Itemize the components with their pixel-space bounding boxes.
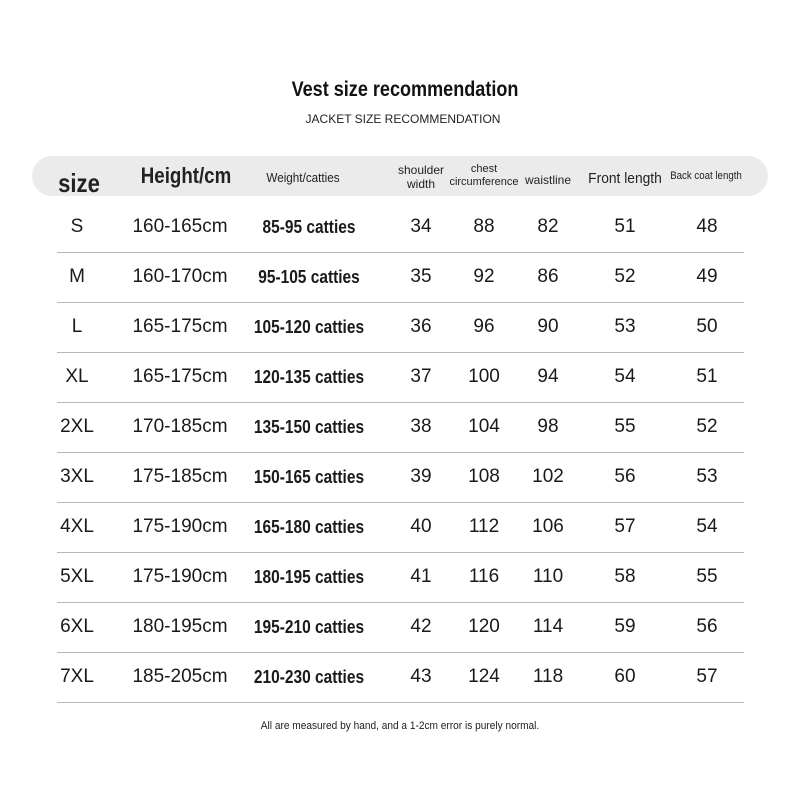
cell-back: 52 — [696, 416, 718, 437]
measurement-footnote: All are measured by hand, and a 1-2cm error is purely normal. — [260, 720, 540, 732]
header-back-coat-length: Back coat length — [670, 170, 742, 182]
cell-chest: 92 — [473, 266, 495, 287]
cell-size: 4XL — [60, 516, 94, 537]
cell-waist: 118 — [532, 666, 564, 687]
header-height: Height/cm — [140, 163, 232, 188]
cell-shoulder: 40 — [410, 516, 432, 537]
header-chest-line1: chest — [470, 163, 498, 175]
cell-height: 170-185cm — [132, 416, 228, 437]
cell-size: 7XL — [60, 666, 94, 687]
cell-waist: 98 — [537, 416, 559, 437]
cell-chest: 120 — [468, 616, 500, 637]
cell-front: 51 — [614, 216, 636, 237]
cell-height: 175-190cm — [132, 516, 228, 537]
cell-back: 56 — [696, 616, 718, 637]
cell-waist: 82 — [537, 216, 559, 237]
cell-back: 55 — [696, 566, 718, 587]
table-row — [57, 452, 744, 503]
cell-chest: 108 — [468, 466, 500, 487]
cell-size: 3XL — [60, 466, 94, 487]
cell-height: 175-190cm — [132, 566, 228, 587]
table-row — [57, 202, 744, 253]
cell-back: 53 — [696, 466, 718, 487]
header-shoulder-line2: width — [406, 177, 435, 192]
cell-front: 55 — [614, 416, 636, 437]
table-row — [57, 502, 744, 553]
page-subtitle: JACKET SIZE RECOMMENDATION — [305, 112, 501, 126]
cell-weight: 85-95 catties — [262, 217, 356, 237]
cell-shoulder: 38 — [410, 416, 432, 437]
cell-height: 185-205cm — [132, 666, 228, 687]
cell-front: 60 — [614, 666, 636, 687]
cell-weight: 105-120 catties — [253, 317, 365, 337]
cell-weight: 150-165 catties — [253, 467, 365, 487]
table-row — [57, 552, 744, 603]
cell-size: XL — [65, 366, 89, 387]
cell-size: M — [69, 266, 85, 287]
header-shoulder-width — [391, 163, 451, 192]
cell-waist: 106 — [532, 516, 564, 537]
cell-height: 180-195cm — [132, 616, 228, 637]
cell-weight: 210-230 catties — [253, 667, 365, 687]
cell-back: 57 — [696, 666, 718, 687]
cell-front: 54 — [614, 366, 636, 387]
cell-front: 57 — [614, 516, 636, 537]
cell-weight: 120-135 catties — [253, 367, 365, 387]
header-weight: Weight/catties — [266, 170, 340, 185]
cell-height: 165-175cm — [132, 366, 228, 387]
cell-front: 56 — [614, 466, 636, 487]
table-row — [57, 652, 744, 703]
cell-shoulder: 37 — [410, 366, 432, 387]
header-chest-circumference — [449, 163, 519, 189]
cell-waist: 90 — [537, 316, 559, 337]
table-row — [57, 252, 744, 303]
cell-front: 52 — [614, 266, 636, 287]
cell-chest: 124 — [468, 666, 500, 687]
cell-weight: 135-150 catties — [253, 417, 365, 437]
cell-weight: 180-195 catties — [253, 567, 365, 587]
cell-height: 175-185cm — [132, 466, 228, 487]
cell-front: 53 — [614, 316, 636, 337]
cell-weight: 95-105 catties — [258, 267, 360, 287]
cell-back: 50 — [696, 316, 718, 337]
page-title: Vest size recommendation — [291, 78, 519, 101]
cell-size: S — [70, 216, 84, 237]
cell-chest: 112 — [468, 516, 500, 537]
header-waistline: waistline — [524, 173, 572, 187]
cell-back: 54 — [696, 516, 718, 537]
table-row — [57, 352, 744, 403]
header-shoulder-line1: shoulder — [397, 163, 445, 177]
cell-size: L — [71, 316, 83, 337]
cell-chest: 96 — [473, 316, 495, 337]
cell-shoulder: 43 — [410, 666, 432, 687]
table-row — [57, 302, 744, 353]
cell-shoulder: 35 — [410, 266, 432, 287]
cell-shoulder: 34 — [410, 216, 432, 237]
cell-chest: 104 — [468, 416, 500, 437]
header-size: size — [58, 168, 100, 198]
cell-shoulder: 41 — [410, 566, 432, 587]
cell-size: 5XL — [60, 566, 94, 587]
cell-waist: 94 — [537, 366, 559, 387]
cell-waist: 102 — [532, 466, 564, 487]
cell-height: 160-170cm — [132, 266, 228, 287]
header-chest-line2: circumference — [449, 176, 519, 189]
cell-chest: 100 — [468, 366, 500, 387]
cell-shoulder: 42 — [410, 616, 432, 637]
cell-shoulder: 39 — [410, 466, 432, 487]
cell-waist: 86 — [537, 266, 559, 287]
table-row — [57, 602, 744, 653]
cell-front: 58 — [614, 566, 636, 587]
cell-back: 51 — [696, 366, 718, 387]
cell-chest: 88 — [473, 216, 495, 237]
cell-height: 165-175cm — [132, 316, 228, 337]
table-row — [57, 402, 744, 453]
cell-weight: 165-180 catties — [253, 517, 365, 537]
header-front-length: Front length — [588, 170, 662, 187]
cell-height: 160-165cm — [132, 216, 228, 237]
cell-waist: 114 — [532, 616, 564, 637]
cell-front: 59 — [614, 616, 636, 637]
cell-weight: 195-210 catties — [253, 617, 365, 637]
cell-size: 6XL — [60, 616, 94, 637]
cell-chest: 116 — [468, 566, 500, 587]
cell-back: 48 — [696, 216, 718, 237]
cell-waist: 110 — [532, 566, 564, 587]
cell-size: 2XL — [60, 416, 94, 437]
cell-back: 49 — [696, 266, 718, 287]
cell-shoulder: 36 — [410, 316, 432, 337]
